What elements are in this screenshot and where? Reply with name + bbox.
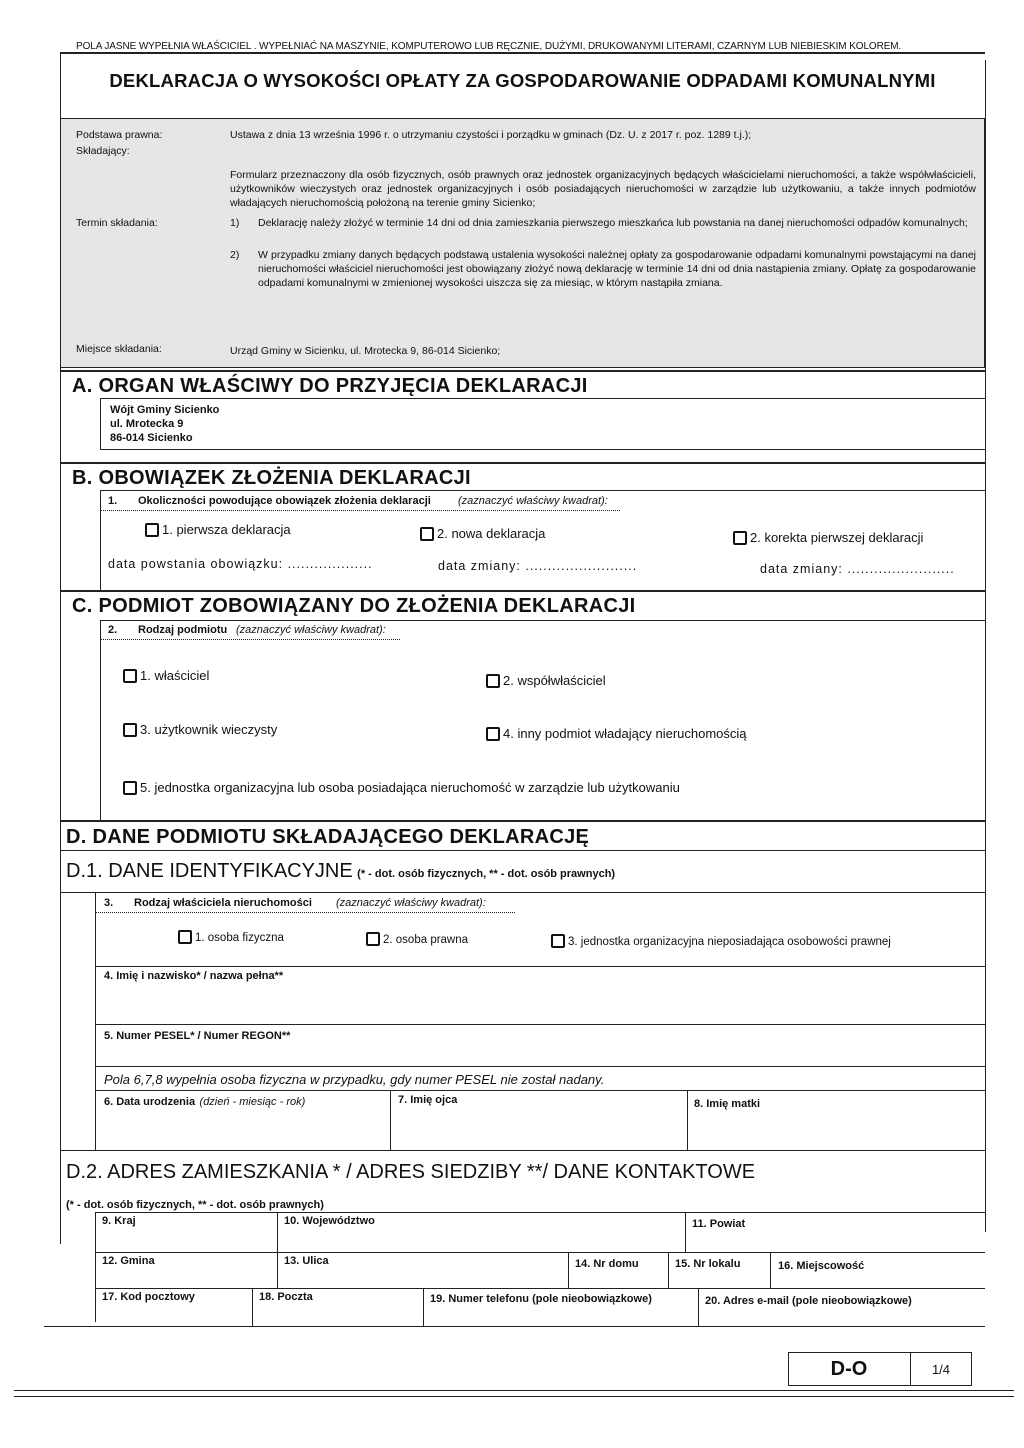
subject-perpetual-user-label: 3. użytkownik wieczysty xyxy=(140,722,278,737)
top-note: POLA JASNE WYPEŁNIA WŁAŚCICIEL . WYPEŁNIAĆ NA MASZYNIE, KOMPUTEROWO LUB RĘCZNIE, DUŻYMI, DRUKOWANYMI LITERAMI, CZARNYM LUB NIEBIESKIM KOLOREM. xyxy=(76,41,902,52)
subject-co-owner[interactable] xyxy=(486,673,606,688)
info-box xyxy=(60,118,985,368)
d2-left-rule xyxy=(95,1212,96,1322)
owner-type-unit-label: 3. jednostka organizacyjna nieposiadająca osobowości prawnej xyxy=(568,936,891,948)
subject-org-unit-label: 5. jednostka organizacyjna lub osoba posiadająca nieruchomość w zarządzie lub użytkowaniu xyxy=(140,780,680,795)
field-5-top xyxy=(95,1024,985,1025)
organ-line2: ul. Mrotecka 9 xyxy=(110,418,184,430)
checkbox-legal-person[interactable] xyxy=(366,932,380,946)
field-8-label[interactable]: 8. Imię matki xyxy=(694,1098,761,1110)
section-d-rule xyxy=(60,820,985,822)
section-d-title: D. DANE PODMIOTU SKŁADAJĄCEGO DEKLARACJĘ xyxy=(66,826,590,848)
field-2-label: Rodzaj podmiotu xyxy=(138,624,228,636)
field-20-divider xyxy=(698,1288,699,1326)
termin-2-text: W przypadku zmiany danych będących podstawą ustalenia wysokości należnej opłaty za gospodarowanie odpadami komunalnymi powstającymi na danej nieruchomości właściciel nieruchomości jest obowiązany złożyć nową deklarację w terminie 14 dni od dnia nastąpienia zmiany. Opłatę za gospodarowanie odpadami komunalnymi w zmienionej wysokości uiszcza się za miesiąc, w którym nastąpiła zmiana. xyxy=(258,249,976,289)
field-14-divider xyxy=(568,1252,569,1288)
owner-type-legal[interactable] xyxy=(366,932,468,946)
field-12-label[interactable]: 12. Gmina xyxy=(102,1255,155,1267)
field-18-divider xyxy=(252,1288,253,1326)
field-8-divider xyxy=(687,1090,688,1150)
form-code: D-O xyxy=(830,1358,868,1380)
section-c-rule xyxy=(60,590,985,592)
organ-line3: 86-014 Sicienko xyxy=(110,432,193,444)
checkbox-natural-person[interactable] xyxy=(178,930,192,944)
owner-type-legal-label: 2. osoba prawna xyxy=(383,934,469,946)
field-4-label[interactable]: 4. Imię i nazwisko* / nazwa pełna** xyxy=(104,970,284,982)
field-6[interactable] xyxy=(104,1092,305,1110)
miejsce-label: Miejsce składania: xyxy=(76,343,162,355)
field-13-divider xyxy=(277,1252,278,1288)
field-2-divider xyxy=(100,639,400,640)
field-11-divider xyxy=(685,1212,686,1252)
note-678: Pola 6,7,8 wypełnia osoba fizyczna w przypadku, gdy numer PESEL nie został nadany. xyxy=(104,1072,605,1087)
field-15-label[interactable]: 15. Nr lokalu xyxy=(675,1258,741,1270)
obligation-new[interactable] xyxy=(420,526,545,541)
form-bottom xyxy=(44,1326,985,1327)
field-15-divider xyxy=(668,1252,669,1288)
subject-co-owner-label: 2. współwłaściciel xyxy=(503,673,606,688)
field-7-divider xyxy=(390,1090,391,1150)
frame-right xyxy=(985,60,986,1232)
d2-title: D.2. ADRES ZAMIESZKANIA * / ADRES SIEDZIBY **/ DANE KONTAKTOWE xyxy=(66,1161,756,1183)
d1-note: (* - dot. osób fizycznych, ** - dot. osób prawnych) xyxy=(357,868,616,880)
subject-owner-label: 1. właściciel xyxy=(140,668,210,683)
checkbox-first-declaration[interactable] xyxy=(145,523,159,537)
termin-2-num: 2) xyxy=(230,249,240,261)
section-c-title: C. PODMIOT ZOBOWIĄZANY DO ZŁOŻENIA DEKLARACJI xyxy=(72,595,636,617)
subject-other[interactable] xyxy=(486,726,747,741)
section-c-left-rule xyxy=(100,620,101,820)
d2-underline xyxy=(95,1212,985,1213)
checkbox-owner[interactable] xyxy=(123,669,137,683)
field-19-divider xyxy=(423,1288,424,1326)
page-title: DEKLARACJA O WYSOKOŚCI OPŁATY ZA GOSPODAROWANIE ODPADAMI KOMUNALNYMI xyxy=(109,70,936,91)
field-2-hint: (zaznaczyć właściwy kwadrat): xyxy=(236,624,386,636)
field-13-label[interactable]: 13. Ulica xyxy=(284,1255,329,1267)
obligation-correction-label: 2. korekta pierwszej deklaracji xyxy=(750,530,924,545)
skladajacy-label: Składający: xyxy=(76,145,130,157)
field-14-label[interactable]: 14. Nr domu xyxy=(575,1258,639,1270)
section-b-rule xyxy=(60,462,985,464)
field-16-label[interactable]: 16. Miejscowość xyxy=(778,1260,865,1272)
d1-left-rule xyxy=(95,892,96,1150)
field-3-hint: (zaznaczyć właściwy kwadrat): xyxy=(336,897,486,909)
obligation-first-label: 1. pierwsza deklaracja xyxy=(162,522,291,537)
miejsce-text: Urząd Gminy w Sicienku, ul. Mrotecka 9, 86-014 Sicienko; xyxy=(230,345,501,357)
field-1-divider xyxy=(100,510,620,511)
field-18-label[interactable]: 18. Poczta xyxy=(259,1291,313,1303)
section-a-title: A. ORGAN WŁAŚCIWY DO PRZYJĘCIA DEKLARACJI xyxy=(72,375,588,397)
field-3-num: 3. xyxy=(104,897,114,909)
termin-1-text: Deklarację należy złożyć w terminie 14 dni od dnia zamieszkania pierwszego mieszkańca lub powstania na danej nieruchomości odpadów komunalnych; xyxy=(258,217,968,229)
field-1-label: Okoliczności powodujące obowiązek złożenia deklaracji xyxy=(138,495,431,507)
field-17-label[interactable]: 17. Kod pocztowy xyxy=(102,1291,195,1303)
field-20-label[interactable]: 20. Adres e-mail (pole nieobowiązkowe) xyxy=(705,1295,912,1307)
checkbox-correction[interactable] xyxy=(733,531,747,545)
field-6-hint: (dzień - miesiąc - rok) xyxy=(199,1096,306,1108)
podstawa-text: Ustawa z dnia 13 września 1996 r. o utrzymaniu czystości i porządku w gminach (Dz. U. z 2017 r. poz. 1289 t.j.); xyxy=(230,129,752,141)
bottom-rule-1 xyxy=(14,1390,1014,1391)
field-4-top xyxy=(95,966,985,967)
owner-type-unit[interactable] xyxy=(551,934,891,948)
owner-type-natural-label: 1. osoba fizyczna xyxy=(195,932,284,944)
checkbox-new-declaration[interactable] xyxy=(420,527,434,541)
bottom-rule-2 xyxy=(14,1396,1014,1397)
date-change-1[interactable]: data zmiany: ......................... xyxy=(438,559,638,573)
obligation-correction[interactable] xyxy=(733,530,923,545)
checkbox-org-unit[interactable] xyxy=(123,781,137,795)
field-6-label: 6. Data urodzenia xyxy=(104,1096,196,1108)
field-11-label[interactable]: 11. Powiat xyxy=(692,1218,746,1230)
field-3-divider xyxy=(95,912,515,913)
field-3-label: Rodzaj właściciela nieruchomości xyxy=(134,897,312,909)
d1-title-text: D.1. DANE IDENTYFIKACYJNE xyxy=(66,860,353,882)
checkbox-org-no-legal[interactable] xyxy=(551,934,565,948)
field-19-label[interactable]: 19. Numer telefonu (pole nieobowiązkowe) xyxy=(430,1293,652,1305)
frame-top xyxy=(60,52,985,54)
field-6-top xyxy=(95,1090,985,1091)
note678-top xyxy=(95,1066,985,1067)
subject-org-unit[interactable] xyxy=(123,780,680,795)
subject-perpetual-user[interactable] xyxy=(123,722,277,737)
row-17-top xyxy=(95,1288,985,1289)
section-d-underline xyxy=(60,850,985,851)
section-b-title: B. OBOWIĄZEK ZŁOŻENIA DEKLARACJI xyxy=(72,467,471,489)
d2-note: (* - dot. osób fizycznych, ** - dot. osób prawnych) xyxy=(66,1199,324,1211)
checkbox-other-entity[interactable] xyxy=(486,727,500,741)
page-number: 1/4 xyxy=(931,1362,951,1377)
subject-owner[interactable] xyxy=(123,668,209,683)
section-c-underline xyxy=(100,620,985,621)
termin-1-num: 1) xyxy=(230,217,240,229)
field-1-hint: (zaznaczyć właściwy kwadrat): xyxy=(458,495,608,507)
field-7-label[interactable]: 7. Imię ojca xyxy=(398,1094,458,1106)
section-a-rule xyxy=(60,370,985,372)
checkbox-co-owner[interactable] xyxy=(486,674,500,688)
d1-underline xyxy=(60,892,985,893)
podstawa-label: Podstawa prawna: xyxy=(76,129,163,141)
field-1-num: 1. xyxy=(108,495,118,507)
d2-top xyxy=(60,1150,985,1151)
subject-other-label: 4. inny podmiot władający nieruchomością xyxy=(503,726,747,741)
checkbox-perpetual-user[interactable] xyxy=(123,723,137,737)
obligation-new-label: 2. nowa deklaracja xyxy=(437,526,546,541)
row-12-top xyxy=(95,1252,985,1253)
termin-label: Termin składania: xyxy=(76,217,158,229)
field-2-num: 2. xyxy=(108,624,118,636)
field-9-label[interactable]: 9. Kraj xyxy=(102,1215,136,1227)
d1-title xyxy=(66,860,615,883)
organ-box xyxy=(100,398,985,450)
field-10-divider xyxy=(277,1212,278,1252)
skladajacy-text: Formularz przeznaczony dla osób fizycznych, osób prawnych oraz jednostek organizacyjnych będących właścicielami nieruchomości, a także współwłaścicieli, użytkowników wieczystych oraz jednostek organizacyjnych i osób posiadających nieruchomości w zarządzie lub użytkowaniu, a także innych podmiotów władających nieruchomością położoną na terenie gminy Sicienko; xyxy=(230,169,976,209)
owner-type-natural[interactable] xyxy=(178,930,284,944)
field-10-label[interactable]: 10. Województwo xyxy=(284,1215,375,1227)
obligation-first[interactable] xyxy=(145,522,291,537)
organ-line1: Wójt Gminy Sicienko xyxy=(110,404,220,416)
section-b-left-rule xyxy=(100,490,101,590)
field-5-label[interactable]: 5. Numer PESEL* / Numer REGON** xyxy=(104,1030,291,1042)
section-b-underline xyxy=(100,490,985,491)
date-change-2[interactable]: data zmiany: ........................ xyxy=(760,562,955,576)
field-16-divider xyxy=(770,1252,771,1288)
date-obligation[interactable]: data powstania obowiązku: ................... xyxy=(108,557,373,571)
